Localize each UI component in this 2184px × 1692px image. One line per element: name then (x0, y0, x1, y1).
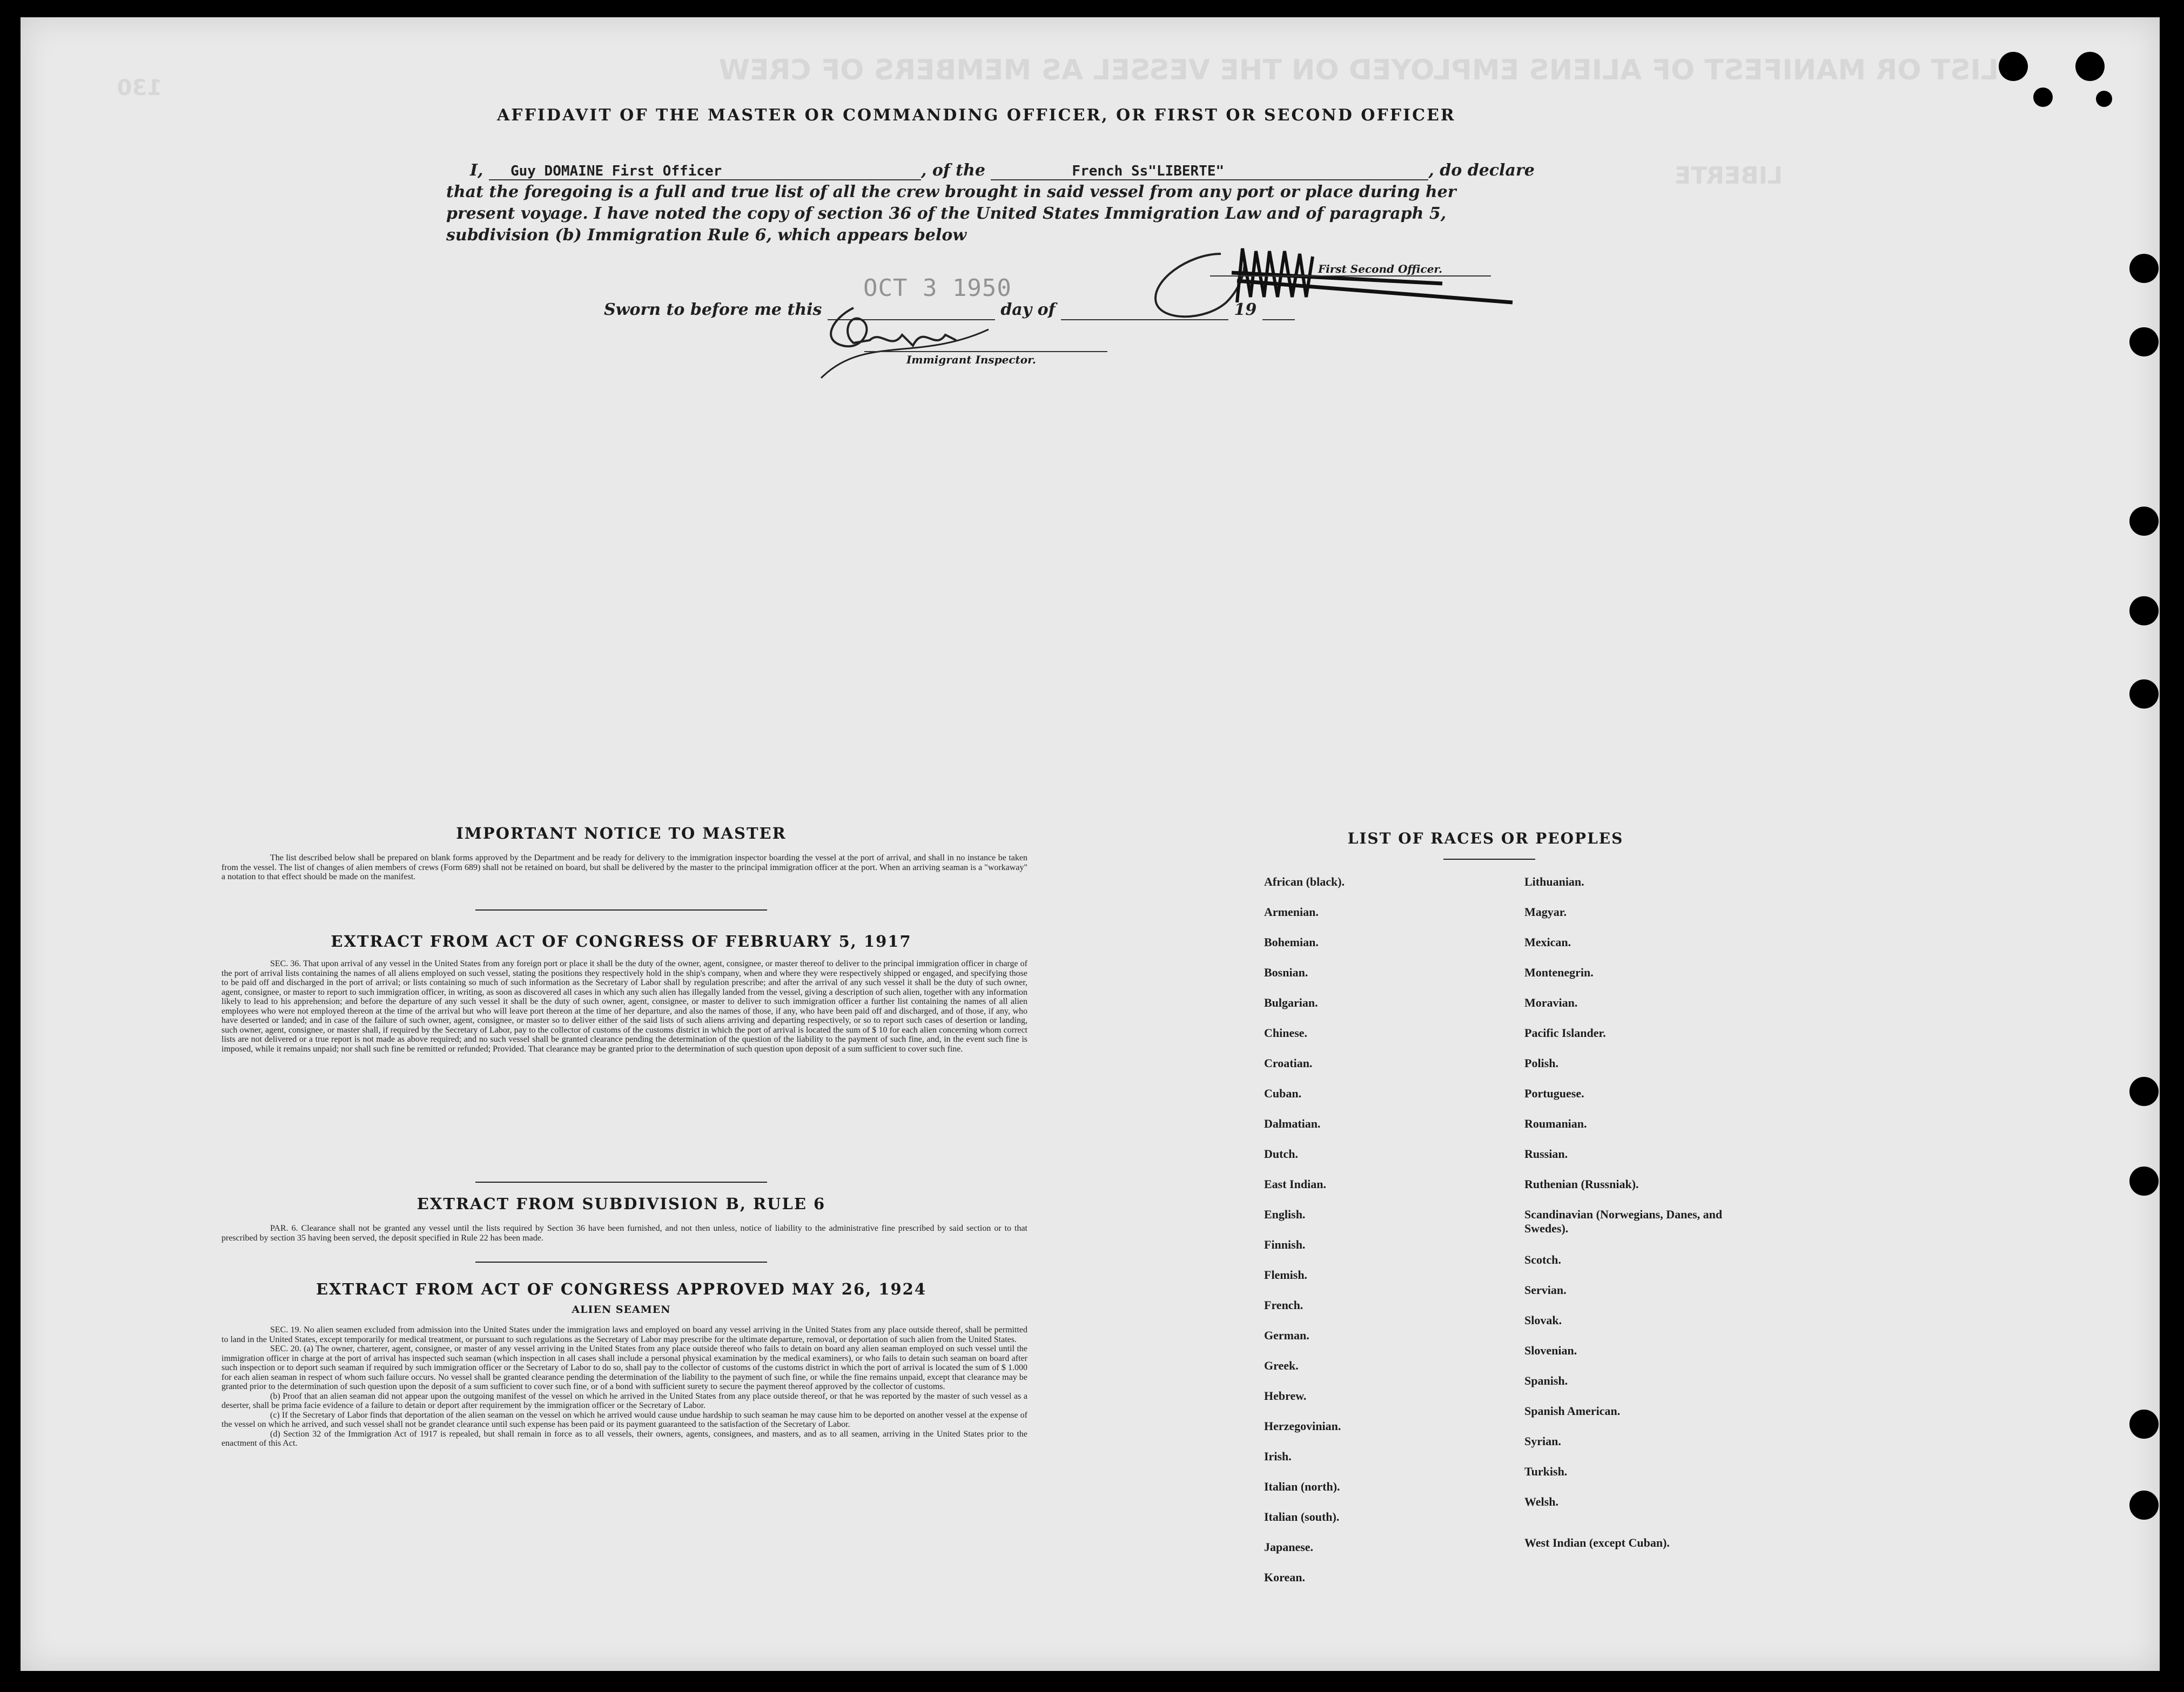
inspector-caption: Immigrant Inspector. (906, 353, 1036, 366)
race-item: Dalmatian. (1264, 1117, 1321, 1130)
inspector-signature (810, 302, 1016, 389)
binder-hole (2096, 91, 2112, 107)
binder-hole (2129, 507, 2159, 536)
race-item: English. (1264, 1208, 1306, 1221)
race-item: Japanese. (1264, 1540, 1314, 1554)
affidavit-of-the: , of the (920, 161, 985, 180)
extract-1924-sec20c: (c) If the Secretary of Labor finds that deportation of the alien seaman on the vessel on which he arrived would cause undue hardship to such seaman he may cause him to be deported on another vessel at the expense of the vessel on which he arrived, and such vessel shall not be grandet clearance until such expense has been paid or its payment guaranteed to the satisfaction of the Secretary of Labor. (221, 1410, 1027, 1429)
rule6-title: EXTRACT FROM SUBDIVISION B, RULE 6 (416, 1195, 826, 1213)
affidavit-title: AFFIDAVIT OF THE MASTER OR COMMANDING OFFICER, OR FIRST OR SECOND OFFICER (497, 106, 1456, 125)
races-title: LIST OF RACES OR PEOPLES (1347, 830, 1624, 847)
race-item: Spanish American. (1524, 1404, 1621, 1418)
vessel-name-field: French Ss"LIBERTE" (991, 163, 1428, 180)
sworn-day-of: day of (1000, 300, 1056, 319)
officer-name-field: Guy DOMAINE First Officer (489, 163, 921, 180)
race-item: Irish. (1264, 1450, 1292, 1463)
binder-hole (2129, 596, 2159, 625)
sworn-year-blank (1262, 300, 1295, 320)
race-item: Dutch. (1264, 1147, 1298, 1161)
binder-hole (2129, 679, 2159, 709)
race-item: Welsh. (1524, 1495, 1558, 1508)
race-item: Spanish. (1524, 1374, 1568, 1387)
race-item: Armenian. (1264, 905, 1319, 919)
race-item: Roumanian. (1524, 1117, 1587, 1130)
race-item: Finnish. (1264, 1238, 1306, 1251)
affidavit-do-declare: , do declare (1428, 161, 1535, 180)
extract-1924-sec19: SEC. 19. No alien seamen excluded from admission into the United States under the immigration laws and employed on board any vessel arriving in the United States from any place outside thereof, shall be permitted to land in the United States, except temporarily for medical treatment, or pursuant to such regulations as the Secretary of Labor may prescribe for the ultimate departure, removal, or deportation of such alien from the United States. (221, 1325, 1027, 1344)
race-item: Moravian. (1524, 996, 1578, 1009)
extract-1917-title: EXTRACT FROM ACT OF CONGRESS OF FEBRUARY 5, 1917 (331, 932, 912, 951)
extract-1917-rule (475, 1182, 767, 1183)
date-stamp: OCT 3 1950 (863, 274, 1012, 302)
race-item: Bulgarian. (1264, 996, 1318, 1009)
bleed-through-page-number: 130 (117, 76, 162, 100)
race-item: Flemish. (1264, 1268, 1308, 1282)
race-item: Magyar. (1524, 905, 1567, 919)
race-item: Korean. (1264, 1570, 1305, 1584)
affidavit-i: I, (470, 161, 483, 180)
binder-hole (1999, 52, 2028, 81)
binder-hole (2129, 1077, 2159, 1106)
race-item: Syrian. (1524, 1434, 1561, 1448)
race-item: East Indian. (1264, 1177, 1326, 1191)
race-item: Slovak. (1524, 1313, 1562, 1327)
race-item: German. (1264, 1329, 1309, 1342)
extract-1924-subtitle: ALIEN SEAMEN (572, 1304, 671, 1316)
race-item: Pacific Islander. (1524, 1026, 1606, 1040)
race-item: Bohemian. (1264, 935, 1319, 949)
race-item: Bosnian. (1264, 966, 1308, 979)
race-item: Portuguese. (1524, 1087, 1584, 1100)
affidavit-line-1 (470, 161, 1535, 180)
binder-hole (2129, 1491, 2159, 1520)
binder-hole (2129, 327, 2159, 356)
sworn-month-blank (1061, 300, 1228, 320)
sworn-year: 19 (1234, 300, 1257, 319)
officer-caption: First Second Officer. (1318, 262, 1443, 275)
race-item: African (black). (1264, 875, 1345, 888)
race-item: French. (1264, 1298, 1303, 1312)
race-item: Chinese. (1264, 1026, 1308, 1040)
rule6-rule (475, 1262, 767, 1263)
extract-1924-sec20a: SEC. 20. (a) The owner, charterer, agent, consignee, or master of any vessel arriving in the United States from any place outside thereof who fails to detain on board any alien seaman employed on such vessel until the immigration officer in charge at the port of arrival has inspected such seaman (which inspection in all cases shall include a personal physical examination by the medical examiners), or who fails to detain such seaman on board after such inspection or to deport such seaman if required by such immigration officer or the Secretary of Labor to do so, shall pay to the collector of customs of the customs district in which the port of arrival is located the sum of $ 1.000 for each alien seaman in respect of whom such failure occurs. No vessel shall be granted clearance pending the determination of the liability to the payment of such fine, or while the fine remains unpaid, except that clearance may be granted prior to the determination of such question upon the deposit of a sum sufficient to cover such fine, or of a bond with sufficient surety to secure the payment thereof approved by the collector of customs. (221, 1344, 1027, 1391)
extract-1917-body: SEC. 36. That upon arrival of any vessel in the United States from any foreign port or place it shall be the duty of the owner, agent, consignee, or master thereof to deliver to the principal immigration officer in charge of the port of arrival lists containing the names of all aliens employed on such vessel, stating the positions they respectively hold in the ship's company, when and where they were respectively shipped or engaged, and specifying those to be paid off and discharged in the port of arrival; or lists containing so much of such information as the Secretary of Labor shall by regulation prescribe; and after the arrival of any such vessel it shall be the duty of such owner, agent, consignee, or master to report to such immigration officer, in writing, as soon as discovered all cases in which any such alien has illegally landed from the vessel, giving a description of such alien, together with any information likely to lead to his apprehension; and before the departure of any such vessel it shall be the duty of such owner, agent, consignee, or master to deliver to such immigration officer a further list containing the names of all alien employees who were not employed thereon at the time of the arrival but who will leave port thereon at the time of her departure, and also the names of those, if any, who have been paid off and discharged, and of those, if any, who have deserted or landed; and in case of the failure of such owner, agent, consignee, or master so to deliver either of the said lists of such aliens arriving and departing respectively, or so to report such cases of desertion or landing, such owner, agent, consignee, or master shall, if required by the Secretary of Labor, pay to the collector of customs of the customs district in which the port of arrival is located the sum of $ 10 for each alien concerning whom correct lists are not delivered or a true report is not made as above required; and no such vessel shall be granted clearance pending the determination of the question of the liability to the payment of such fine, and, in the event such fine is imposed, while it remains unpaid; nor shall such fine be remitted or refunded; Provided. That clearance may be granted prior to the determination of such question upon deposit of a sum sufficient to cover such fine. (221, 959, 1027, 1054)
binder-hole (2129, 254, 2159, 283)
race-item: Ruthenian (Russniak). (1524, 1177, 1639, 1191)
binder-hole (2129, 1167, 2159, 1196)
race-item: Italian (south). (1264, 1510, 1340, 1524)
notice-rule (475, 909, 767, 911)
race-item: Scandinavian (Norwegians, Danes, and Swedes). (1524, 1208, 1723, 1235)
race-item: Hebrew. (1264, 1389, 1307, 1403)
race-item: Herzegovinian. (1264, 1419, 1341, 1433)
sworn-prefix: Sworn to before me this (604, 300, 822, 319)
extract-1924-body (221, 1325, 1027, 1448)
race-item: Russian. (1524, 1147, 1568, 1161)
binder-hole (2129, 1410, 2159, 1439)
race-item: Montenegrin. (1524, 966, 1594, 979)
bleed-through-vessel: LIBERTE (1675, 162, 1783, 190)
race-item: Polish. (1524, 1056, 1558, 1070)
rule6-body: PAR. 6. Clearance shall not be granted any vessel until the lists required by Section 36 have been furnished, and not then unless, notice of liability to the administrative fine prescribed by said section or to that prescribed by section 35 having been served, the deposit specified in Rule 22 has been made. (221, 1224, 1027, 1243)
race-item: Turkish. (1524, 1465, 1568, 1478)
extract-1924-sec20d: (d) Section 32 of the Immigration Act of 1917 is repealed, but shall remain in force as to all vessels, their owners, agents, consignees, and masters, and as to all seamen, arriving in the United States prior to the enactment of this Act. (221, 1429, 1027, 1448)
race-item: Slovenian. (1524, 1344, 1577, 1357)
race-item: Greek. (1264, 1359, 1299, 1372)
bleed-through-heading: LIST OR MANIFEST OF ALIENS EMPLOYED ON THE VESSEL AS MEMBERS OF CREW (718, 54, 1999, 86)
affidavit-line-4: subdivision (b) Immigration Rule 6, which appears below (446, 226, 967, 245)
binder-hole (2075, 52, 2105, 81)
notice-body: The list described below shall be prepared on blank forms approved by the Department and be ready for delivery to the immigration inspector boarding the vessel at the port of arrival, and shall in no instance be taken from the vessel. The list of changes of alien members of crews (Form 689) shall not be retained on board, but shall be delivered by the master to the principal immigration officer at the port. When an arriving seaman is a "workaway" a notation to that effect should be made on the manifest. (221, 853, 1027, 881)
affidavit-line-3: present voyage. I have noted the copy of section 36 of the United States Immigration Law and of paragraph 5, (446, 204, 1447, 223)
race-item: Servian. (1524, 1283, 1567, 1297)
race-item: Italian (north). (1264, 1480, 1340, 1493)
races-rule (1443, 859, 1535, 860)
race-item: Mexican. (1524, 935, 1571, 949)
binder-hole (2033, 87, 2053, 107)
affidavit-line-2: that the foregoing is a full and true list of all the crew brought in said vessel from any port or place during her (446, 183, 1456, 201)
extract-1924-title: EXTRACT FROM ACT OF CONGRESS APPROVED MAY 26, 1924 (315, 1280, 927, 1298)
race-item: Lithuanian. (1524, 875, 1584, 888)
extract-1924-sec20b: (b) Proof that an alien seaman did not appear upon the outgoing manifest of the vessel on which he arrived in the United States from any place outside thereof, or that he was reported by the master of such vessel as a deserter, shall be prima facie evidence of a failure to detain or deport after requirement by the immigration officer or the Secretary of Labor. (221, 1391, 1027, 1410)
race-item: Croatian. (1264, 1056, 1313, 1070)
notice-title: IMPORTANT NOTICE TO MASTER (456, 824, 787, 842)
race-item: West Indian (except Cuban). (1524, 1536, 1670, 1549)
race-item: Cuban. (1264, 1087, 1302, 1100)
officer-signature-line (1210, 275, 1491, 277)
race-item: Scotch. (1524, 1253, 1561, 1266)
inspector-signature-line (864, 351, 1107, 352)
